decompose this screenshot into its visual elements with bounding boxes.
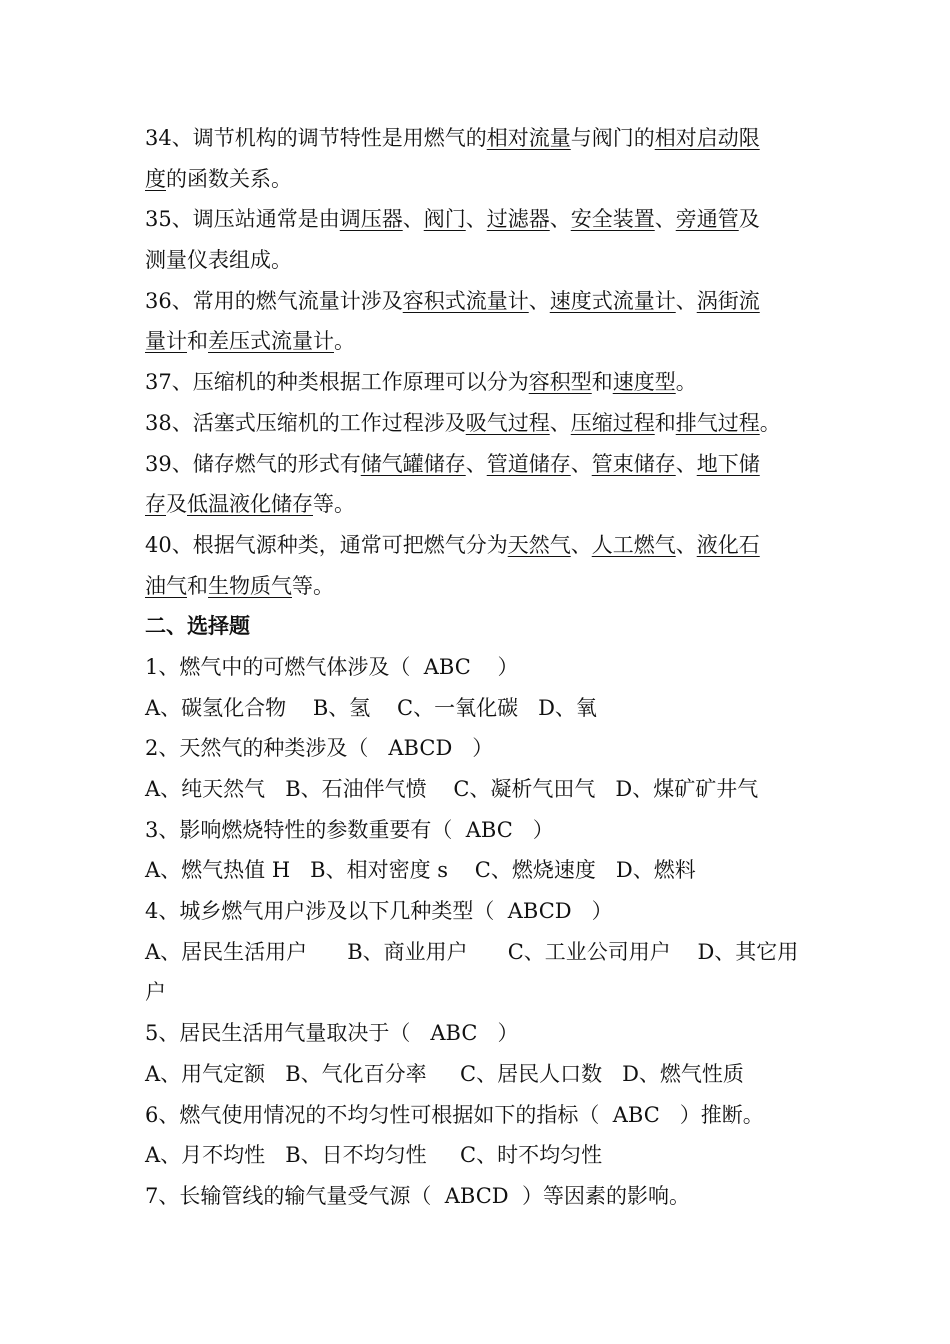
q34-answer-2-cont: 度 <box>145 166 166 191</box>
mc-line: 户 <box>145 980 166 1005</box>
q34-answer-1: 相对流量 <box>486 126 571 150</box>
q40-answer-1: 天然气 <box>507 532 571 557</box>
q40-line1 <box>145 525 810 566</box>
mc-line: A、纯天然气 B、石油伴气愤 C、凝析气田气 D、煤矿矿井气 <box>145 777 759 801</box>
q35-line1 <box>145 199 810 240</box>
q35-answer-5: 旁通管 <box>675 207 739 232</box>
q36-text-3: 。 <box>334 329 355 354</box>
mc-line: A、燃气热值 H B、相对密度 s C、燃烧速度 D、燃料 <box>145 858 696 883</box>
q36-answer-3-cont: 量计 <box>145 329 187 354</box>
mc-line: A、居民生活用户 B、商业用户 C、工业公司用户 D、其它用 <box>145 939 799 964</box>
q39-answer-4-cont: 存 <box>145 492 166 517</box>
q37-answer-2: 速度型 <box>612 370 676 395</box>
q35-text: 35、调压站通常是由 <box>145 207 340 232</box>
q39-text-2: 及 <box>166 492 187 517</box>
q39-answer-2: 管道储存 <box>486 451 571 476</box>
q38-answer-1: 吸气过程 <box>465 410 550 435</box>
mc-line: 3、影响燃烧特性的参数重要有（ ABC ） <box>145 817 554 842</box>
document-page <box>145 118 810 1217</box>
q38-line <box>145 403 810 444</box>
mc-line: 2、天然气的种类涉及（ ABCD ） <box>145 736 494 761</box>
separator: 、 <box>675 288 697 313</box>
separator: 、 <box>528 288 550 313</box>
separator: 、 <box>654 207 676 232</box>
q39-answer-1: 储气罐储存 <box>360 451 466 476</box>
separator: 、 <box>549 207 571 232</box>
section-heading: 二、选择题 <box>145 614 250 639</box>
q34-text: 34、调节机构的调节特性是用燃气的 <box>145 126 487 150</box>
mc-line: 4、城乡燃气用户涉及以下几种类型（ ABCD ） <box>145 899 613 924</box>
mc-line: 7、长输管线的输气量受气源（ ABCD ）等因素的影响。 <box>145 1183 690 1208</box>
q40-answer-3-cont: 油气 <box>145 573 187 598</box>
q34-line2 <box>145 159 810 200</box>
q39-text-3: 等。 <box>313 492 355 517</box>
separator: 、 <box>402 207 424 232</box>
q38-text-3: 。 <box>759 410 781 435</box>
q39-line1 <box>145 444 810 485</box>
q36-line1 <box>145 281 810 322</box>
q40-answer-2: 人工燃气 <box>591 532 676 557</box>
q37-text-2: 和 <box>591 370 613 395</box>
q40-text: 40、根据气源种类，通常可把燃气分为 <box>145 532 508 557</box>
q38-text: 38、活塞式压缩机的工作过程涉及 <box>145 410 466 435</box>
q34-text-2: 与阀门的 <box>570 126 655 150</box>
separator: 、 <box>675 532 697 557</box>
q37-line <box>145 362 810 403</box>
q35-line2 <box>145 240 810 281</box>
q39-answer-5: 低温液化储存 <box>187 492 313 517</box>
q38-answer-3: 排气过程 <box>675 410 760 435</box>
q36-line2 <box>145 321 810 362</box>
separator: 、 <box>549 410 571 435</box>
q34-text-3: 的函数关系。 <box>166 166 292 191</box>
q40-answer-3: 液化石 <box>696 532 760 557</box>
q34-line1 <box>145 118 810 159</box>
separator: 、 <box>570 451 592 476</box>
q40-text-2: 和 <box>187 573 208 598</box>
mc-line: 5、居民生活用气量取决于（ ABC ） <box>145 1021 519 1046</box>
q39-line2 <box>145 484 810 525</box>
separator: 、 <box>570 532 592 557</box>
q35-answer-2: 阀门 <box>423 207 466 232</box>
q36-answer-3: 涡街流 <box>696 288 760 313</box>
q36-text: 36、常用的燃气流量计涉及 <box>145 288 403 313</box>
q40-answer-4: 生物质气 <box>208 573 292 598</box>
q36-text-2: 和 <box>187 329 208 354</box>
q36-answer-1: 容积式流量计 <box>402 288 529 313</box>
mc-line: A、用气定额 B、气化百分率 C、居民人口数 D、燃气性质 <box>145 1061 744 1086</box>
q38-text-2: 和 <box>654 410 676 435</box>
mc-line: 6、燃气使用情况的不均匀性可根据如下的指标（ ABC ）推断。 <box>145 1102 764 1127</box>
q36-answer-4: 差压式流量计 <box>208 329 334 354</box>
q34-answer-2: 相对启动限 <box>654 126 760 150</box>
separator: 、 <box>465 207 487 232</box>
q35-answer-1: 调压器 <box>339 207 403 232</box>
q37-answer-1: 容积型 <box>528 370 592 395</box>
q35-text-2: 及 <box>738 207 760 232</box>
q37-text: 37、压缩机的种类根据工作原理可以分为 <box>145 370 529 395</box>
separator: 、 <box>465 451 487 476</box>
q35-answer-4: 安全装置 <box>570 207 655 232</box>
mc-line: A、月不均性 B、日不均匀性 C、时不均匀性 <box>145 1143 603 1168</box>
separator: 、 <box>675 451 697 476</box>
q36-answer-2: 速度式流量计 <box>549 288 676 313</box>
q38-answer-2: 压缩过程 <box>570 410 655 435</box>
q35-text-3: 测量仪表组成。 <box>145 248 292 273</box>
mc-line: 1、燃气中的可燃气体涉及（ ABC ） <box>145 654 519 679</box>
q37-text-3: 。 <box>675 370 697 395</box>
q39-answer-3: 管束储存 <box>591 451 676 476</box>
q39-answer-4: 地下储 <box>696 451 760 476</box>
q40-text-3: 等。 <box>292 573 334 598</box>
mc-line: A、碳氢化合物 B、氢 C、一氧化碳 D、氧 <box>145 695 597 720</box>
q40-line2 <box>145 566 810 607</box>
q39-text: 39、储存燃气的形式有 <box>145 451 361 476</box>
q35-answer-3: 过滤器 <box>486 207 550 232</box>
